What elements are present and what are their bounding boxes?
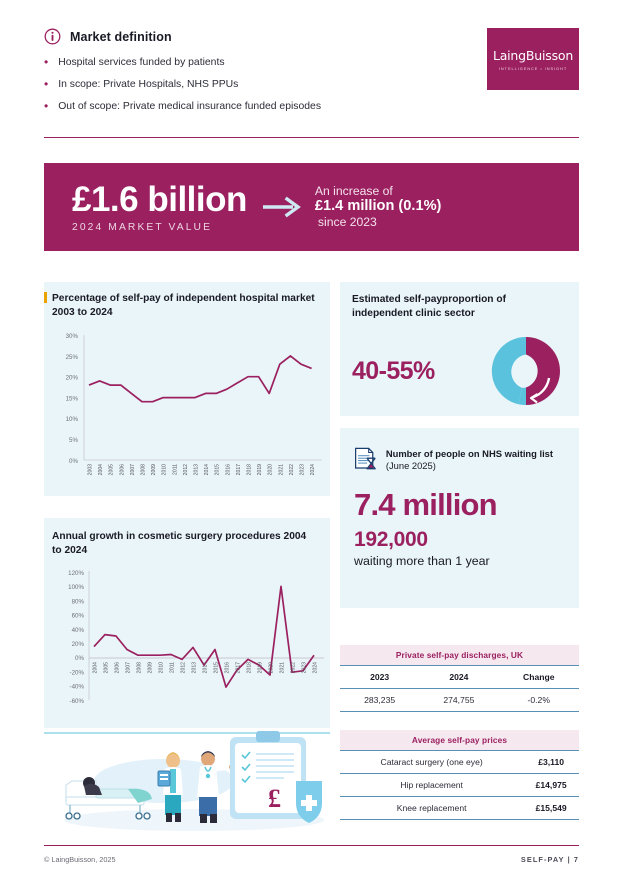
table-row <box>340 751 579 774</box>
cell-change: -0.2% <box>499 689 580 712</box>
footer-page-label: SELF-PAY | 7 <box>520 855 579 864</box>
svg-text:2004: 2004 <box>98 464 105 476</box>
svg-text:2003: 2003 <box>87 464 94 476</box>
svg-text:2009: 2009 <box>147 662 154 674</box>
procedure-price: £14,975 <box>523 774 579 797</box>
banner-change-block <box>315 184 442 231</box>
table-row <box>340 797 579 820</box>
right-arrow-icon <box>261 194 303 220</box>
svg-text:2010: 2010 <box>161 464 168 476</box>
list-item-label: Hospital services funded by patients <box>58 57 225 68</box>
svg-text:2021: 2021 <box>279 662 286 674</box>
line-chart-cosmetic-surgery-growth <box>44 563 330 721</box>
nhs-card-heading-text <box>386 444 565 473</box>
logo-name: LaingBuisson <box>492 47 574 63</box>
svg-text:2018: 2018 <box>246 662 253 674</box>
average-self-pay-prices-table <box>340 730 579 820</box>
svg-text:2016: 2016 <box>224 662 231 674</box>
bullet-dot-icon: • <box>44 77 49 91</box>
list-item-label: Out of scope: Private medical insurance funded episodes <box>58 101 322 112</box>
svg-text:2021: 2021 <box>278 464 285 476</box>
svg-text:10%: 10% <box>65 416 78 424</box>
svg-text:0%: 0% <box>75 655 84 663</box>
svg-text:2010: 2010 <box>158 662 165 674</box>
svg-text:20%: 20% <box>71 641 84 648</box>
laingbuisson-logo <box>487 28 579 90</box>
procedure-label: Hip replacement <box>340 774 523 797</box>
svg-text:2023: 2023 <box>299 464 306 476</box>
svg-text:2013: 2013 <box>191 662 198 674</box>
svg-text:2005: 2005 <box>103 662 110 674</box>
svg-text:2006: 2006 <box>114 662 121 674</box>
svg-text:2015: 2015 <box>213 662 220 674</box>
market-value: £1.6 billion <box>72 179 247 219</box>
banner-primary-value-block <box>44 179 247 233</box>
column-header: Change <box>499 666 580 689</box>
procedure-price: £3,110 <box>523 751 579 774</box>
svg-text:-40%: -40% <box>69 683 84 691</box>
svg-text:2007: 2007 <box>125 662 132 674</box>
list-item <box>44 100 464 113</box>
svg-text:2017: 2017 <box>235 464 242 476</box>
procedure-price: £15,549 <box>523 797 579 820</box>
table-header-row <box>340 666 579 689</box>
header-divider <box>44 137 579 138</box>
table-row <box>340 689 579 712</box>
svg-text:0%: 0% <box>69 457 78 465</box>
svg-text:2012: 2012 <box>182 464 189 476</box>
bullet-dot-icon: • <box>44 55 49 69</box>
svg-text:25%: 25% <box>65 353 78 361</box>
donut-chart-row <box>352 332 565 410</box>
table-row <box>340 774 579 797</box>
nhs-heading-bold: Number of people on NHS waiting list <box>385 448 554 459</box>
svg-text:2019: 2019 <box>257 464 264 476</box>
market-definition-section <box>44 28 464 122</box>
svg-text:15%: 15% <box>65 395 78 403</box>
table-caption: Private self-pay discharges, UK <box>340 645 579 666</box>
svg-text:2016: 2016 <box>225 464 232 476</box>
clinic-sector-proportion-card <box>340 282 579 416</box>
market-value-banner <box>44 163 579 251</box>
cell-2024: 274,755 <box>419 689 498 712</box>
section-heading-row <box>44 28 464 45</box>
nhs-long-wait-label: waiting more than 1 year <box>354 554 490 568</box>
list-item <box>44 56 464 69</box>
svg-text:40%: 40% <box>71 626 84 634</box>
pound-symbol: £ <box>268 784 281 813</box>
nhs-waiting-list-card <box>340 428 579 608</box>
nhs-long-wait-count: 192,000 <box>354 528 428 551</box>
nhs-heading-period: (June 2025) <box>385 460 436 472</box>
svg-text:2014: 2014 <box>204 464 211 476</box>
svg-text:2014: 2014 <box>202 662 209 674</box>
svg-text:2011: 2011 <box>172 464 179 475</box>
copyright-text: © LaingBuisson, 2025 <box>44 855 116 864</box>
svg-text:2017: 2017 <box>235 662 242 674</box>
svg-text:30%: 30% <box>65 333 78 340</box>
self-pay-percentage-chart-card <box>44 282 330 496</box>
svg-text:2019: 2019 <box>257 662 264 674</box>
change-intro: An increase of <box>314 183 393 198</box>
svg-text:20%: 20% <box>65 374 78 382</box>
nhs-card-heading <box>354 444 565 474</box>
column-header: 2023 <box>340 666 419 689</box>
chart-title: Percentage of self-pay of independent hospital market 2003 to 2024 <box>52 293 315 318</box>
svg-text:2024: 2024 <box>310 464 317 476</box>
line-chart-self-pay-percentage <box>44 323 330 483</box>
svg-text:100%: 100% <box>68 584 84 592</box>
svg-text:120%: 120% <box>68 570 84 577</box>
market-value-caption: 2024 MARKET VALUE <box>72 221 213 233</box>
svg-text:2008: 2008 <box>136 662 143 674</box>
svg-text:2013: 2013 <box>193 464 200 476</box>
donut-chart <box>487 332 565 410</box>
cosmetic-surgery-growth-chart-card <box>44 518 330 728</box>
svg-text:2024: 2024 <box>312 662 319 674</box>
table-caption: Average self-pay prices <box>340 730 579 751</box>
svg-text:-60%: -60% <box>69 697 84 705</box>
definition-bullet-list <box>44 56 464 113</box>
list-item-label: In scope: Private Hospitals, NHS PPUs <box>58 79 239 90</box>
donut-chart-title: Estimated self-payproportion of independent clinic sector <box>352 294 506 319</box>
footer-divider <box>44 845 579 846</box>
list-item <box>44 78 464 91</box>
svg-text:5%: 5% <box>69 437 78 444</box>
cell-2023: 283,235 <box>340 689 419 712</box>
donut-percentage-label: 40-55% <box>352 356 435 385</box>
logo-tagline: INTELLIGENCE • INSIGHT <box>498 65 568 71</box>
procedure-label: Cataract surgery (one eye) <box>340 751 523 774</box>
info-circle-icon <box>44 28 61 45</box>
change-period: since 2023 <box>317 214 377 229</box>
healthcare-scene-illustration <box>44 723 330 835</box>
svg-text:2015: 2015 <box>214 464 221 476</box>
svg-text:80%: 80% <box>71 598 84 606</box>
svg-text:2007: 2007 <box>129 464 136 476</box>
svg-text:2005: 2005 <box>108 464 115 476</box>
column-header: 2024 <box>419 666 498 689</box>
svg-text:2004: 2004 <box>92 662 99 674</box>
svg-text:-20%: -20% <box>69 669 84 677</box>
bullet-dot-icon: • <box>44 99 49 113</box>
procedure-label: Knee replacement <box>340 797 523 820</box>
svg-text:2011: 2011 <box>169 662 176 673</box>
accent-tick-icon <box>44 292 47 303</box>
svg-text:2018: 2018 <box>246 464 253 476</box>
svg-text:2023: 2023 <box>301 662 308 674</box>
svg-text:2006: 2006 <box>119 464 126 476</box>
change-value: £1.4 million (0.1%) <box>314 198 442 215</box>
nhs-waiting-total: 7.4 million <box>354 487 497 522</box>
svg-text:2020: 2020 <box>268 662 275 674</box>
svg-text:2022: 2022 <box>288 464 295 476</box>
svg-text:2009: 2009 <box>151 464 158 476</box>
svg-text:60%: 60% <box>71 612 84 620</box>
private-self-pay-discharges-table <box>340 645 579 712</box>
page-title: Market definition <box>70 29 172 44</box>
svg-text:2022: 2022 <box>290 662 297 674</box>
chart-title: Annual growth in cosmetic surgery procedures 2004 to 2024 <box>52 531 307 556</box>
svg-text:2020: 2020 <box>267 464 274 476</box>
document-hourglass-icon <box>354 444 377 474</box>
svg-text:2008: 2008 <box>140 464 147 476</box>
svg-text:2012: 2012 <box>180 662 187 674</box>
